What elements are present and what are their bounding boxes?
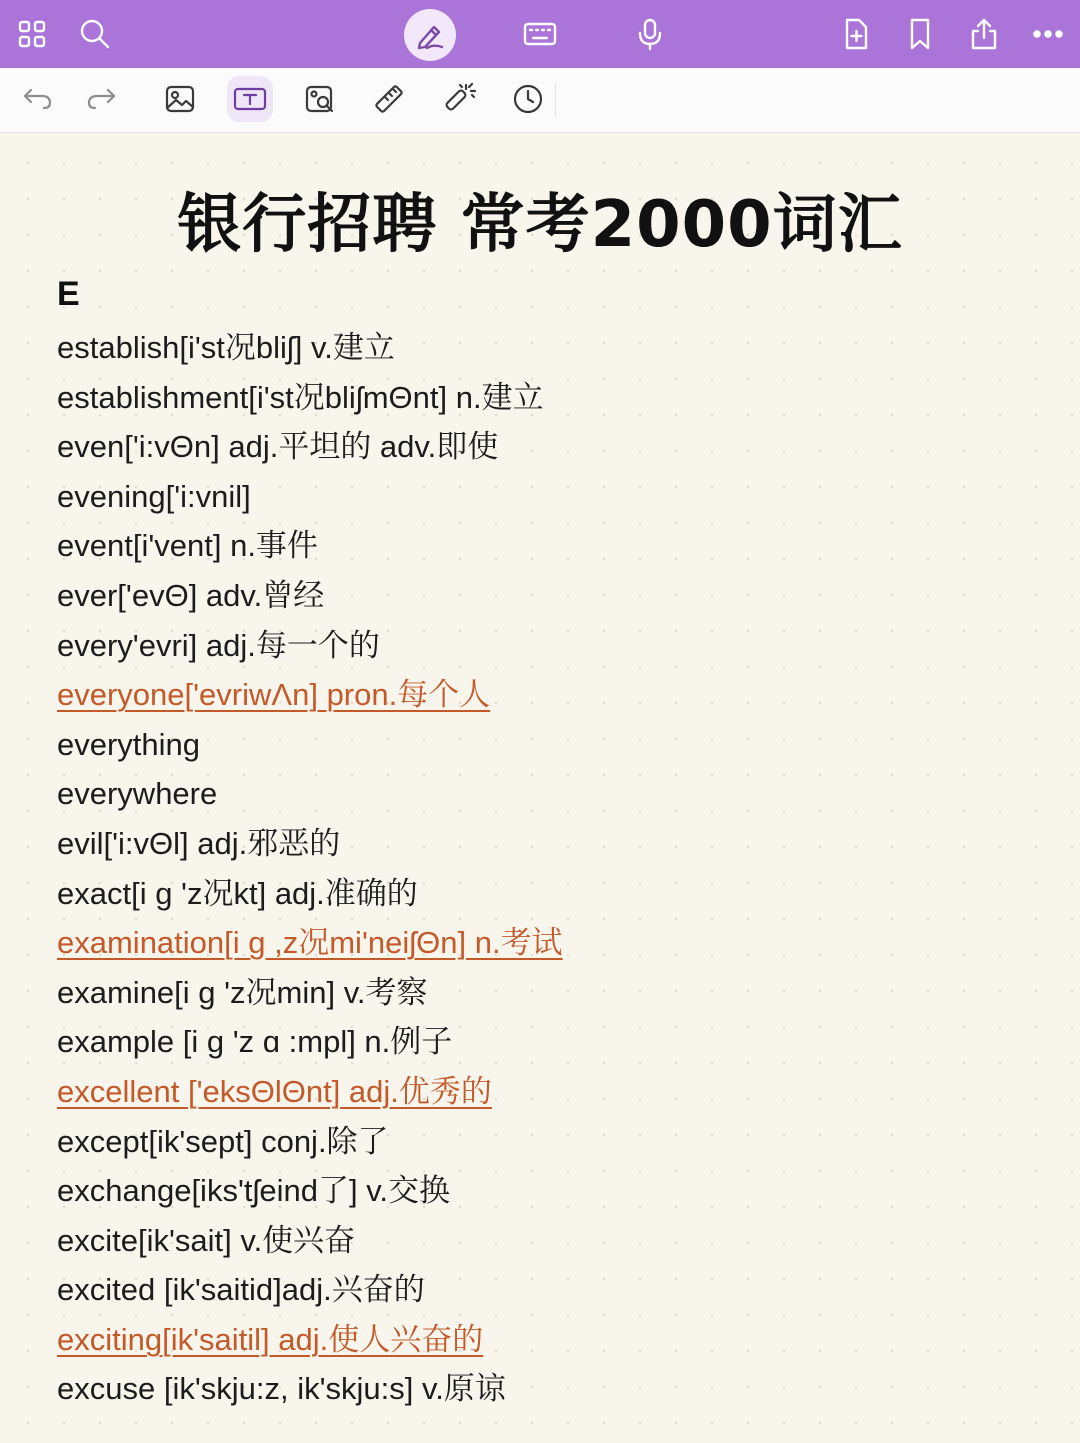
- image-search-icon[interactable]: [297, 76, 343, 122]
- vocab-entry: establishment[i'st况bliʃmΘnt] n.建立: [57, 379, 544, 415]
- text-box-icon[interactable]: [227, 76, 273, 122]
- tool-toolbar: [0, 68, 1080, 133]
- vocab-entry: everywhere: [57, 776, 218, 812]
- vocab-entry: examine[i g 'z况min] v.考察: [57, 974, 428, 1010]
- vocab-entry: except[ik'sept] conj.除了: [57, 1123, 389, 1159]
- vocab-entry: event[i'vent] n.事件: [57, 528, 318, 564]
- vocab-entry: example [i g 'z ɑ :mpl] n.例子: [57, 1024, 453, 1060]
- share-icon[interactable]: [960, 10, 1008, 58]
- redo-icon[interactable]: [78, 76, 124, 122]
- vocab-entry: excellent ['eksΘlΘnt] adj.优秀的: [57, 1073, 492, 1109]
- top-app-bar: [0, 0, 1080, 68]
- undo-icon[interactable]: [15, 76, 61, 122]
- vocab-entry: everything: [57, 726, 201, 762]
- vocab-entry: excited [ik'saitid]adj.兴奋的: [57, 1272, 425, 1308]
- image-icon[interactable]: [157, 76, 203, 122]
- vocab-list: [57, 323, 563, 1414]
- search-icon[interactable]: [71, 10, 119, 58]
- ruler-icon[interactable]: [366, 76, 412, 122]
- bookmark-icon[interactable]: [896, 10, 944, 58]
- pen-icon[interactable]: [404, 9, 456, 61]
- vocab-entry: even['i:vΘn] adj.平坦的 adv.即使: [57, 429, 499, 465]
- vocab-entry: exact[i g 'z况kt] adj.准确的: [57, 875, 418, 911]
- more-icon[interactable]: [1024, 10, 1072, 58]
- microphone-icon[interactable]: [626, 10, 674, 58]
- note-page[interactable]: [0, 133, 1080, 1443]
- vocab-entry: excuse [ik'skju:z, ik'skju:s] v.原谅: [57, 1371, 506, 1407]
- vocab-entry: exchange[iks'tʃeind了] v.交换: [57, 1173, 451, 1209]
- add-page-icon[interactable]: [832, 10, 880, 58]
- vocab-entry: excite[ik'sait] v.使兴奋: [57, 1222, 356, 1258]
- grid-icon[interactable]: [8, 10, 56, 58]
- vocab-entry: exciting[ik'saitil] adj.使人兴奋的: [57, 1321, 484, 1357]
- vocab-entry: everyone['evriwΛn] pron.每个人: [57, 677, 491, 713]
- toolbar-divider: [555, 82, 556, 118]
- vocab-entry: examination[i g ,z况mi'neiʃΘn] n.考试: [57, 925, 563, 961]
- clock-icon[interactable]: [505, 76, 551, 122]
- laser-pointer-icon[interactable]: [436, 76, 482, 122]
- page-title: 银行招聘 常考2000词汇: [177, 188, 903, 262]
- vocab-entry: every'evri] adj.每一个的: [57, 627, 380, 663]
- vocab-entry: ever['evΘ] adv.曾经: [57, 577, 325, 613]
- vocab-entry: evening['i:vnil]: [57, 478, 251, 514]
- section-letter: E: [57, 275, 80, 313]
- vocab-entry: evil['i:vΘl] adj.邪恶的: [57, 825, 341, 861]
- vocab-entry: establish[i'st况bliʃ] v.建立: [57, 330, 395, 365]
- keyboard-icon[interactable]: [516, 10, 564, 58]
